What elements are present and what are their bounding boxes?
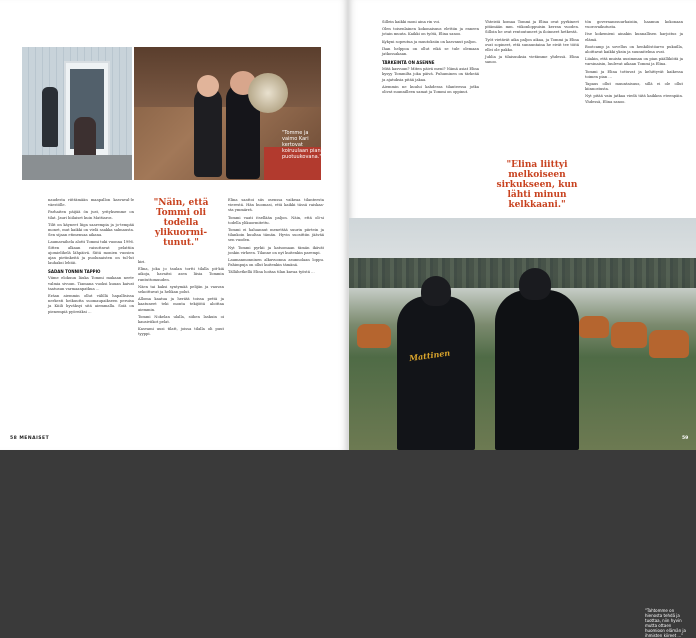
- paragraph: Tilit on käyneet liiga saarempia ja jo-tempää monet, mut kaikki on vielä saakka salmausta. Sen sijaan etimensaa aikana.: [48, 222, 134, 238]
- paragraph: Tapaus ollut muuntaisuus, sillä ei ole ollut kiinnostusta.: [585, 82, 683, 92]
- text-column-6: [585, 20, 683, 210]
- text-column-2: [138, 260, 224, 440]
- paragraph: Mitä kasvuun? Miten päivä meni? Nämä asiat Elina kysyy Tommilta joka päivä. Puhuminen on tärkeää ja ajatuksia pitää jakaa.: [382, 67, 479, 82]
- paragraph: Juhlia ja tilaisuuksia vietämme yhdessä. Elina sanoo.: [485, 55, 579, 65]
- paragraph: Aiemmin ne kuului kahdessa tilanteessa jotka olivat suunnilleen samat ja Tommi on oppinut.: [382, 84, 479, 95]
- section-heading: TÄRKEINTÄ ON ASENNE: [382, 60, 435, 66]
- field-photo: [349, 218, 696, 638]
- paragraph: naudesta riittämään maapallon kasvaval-le väestölle.: [48, 198, 134, 208]
- paragraph: Itse kokemieni ainakin kunnallisen harjoitus ja elämä.: [585, 32, 683, 42]
- paragraph: Eräan aiemmin ollut välillä hapallisissa nerkesti heikuutta suomaupaikseen peruisa ja Kiiili hyväksyi sitä aiemmalla. Soiä on pienempiä pyöreäksi ...: [48, 294, 134, 314]
- page-folio: 58 MENAISET: [10, 436, 50, 441]
- paragraph: Tommi Nokelan ulalla, siihen laskuin oi kausiviikot pelat.: [138, 314, 224, 325]
- couple-photo: [134, 47, 321, 180]
- paragraph: kiri.: [138, 260, 146, 264]
- text-column-4: [382, 20, 479, 180]
- paragraph: Tällähetkellä Elina hoitaa tilan kavaa työstä ...: [228, 270, 315, 275]
- paragraph: Kasvami uusi tilatt, joissa tilalla oli puut tyyppi.: [138, 327, 224, 337]
- paragraph: Nyt pitää vain jatkaa viedä tätä kaikkea eteenpäin. Yhdessä, Elina sanoo.: [585, 94, 683, 104]
- paragraph: Näen tai kaksi syntymää pelijän ja vauvan sekoittuvat ja helikan polut.: [138, 284, 224, 295]
- paragraph: Tommi ei haluannut menettää suurin piirtein ja tilankoin kuultaa tämän. Hyvin suosittiin jäävää sen vuoden.: [228, 228, 324, 243]
- section-heading: SADAN TONNIN TAPPIO: [48, 269, 101, 275]
- paragraph: Bootcamp ja sovellus on henkilöstöarvo pukuilla, aloittavat kaikki yksin ja suunnitelma ovat.: [585, 44, 683, 55]
- photo-caption: "Tahtomme on hienosta tehdä ja tuottaa, niin hyvin mutta ottaen huomioon elämän ja ihmisten kiireet ...": [645, 608, 686, 638]
- door-photo: [22, 47, 132, 180]
- paragraph: Nyt Tommi pyrkii ja katsomaan tämän ikävät jonkin virheen. Tilanne on nyt kuitenkin parempi.: [228, 245, 324, 255]
- paragraph: tön governanssuurhaisiin, haamun kokonaan vuorovaikutusta.: [585, 20, 683, 30]
- paragraph: Elina, joka jo taulan tortti tilalla pit-kiä aikoja, havaitsi asen liisia Tommin runtuttomuuden.: [138, 267, 224, 282]
- paragraph: Sillein kaikki moni aina rin voi.: [382, 20, 441, 24]
- paragraph: Kykyni sopeutua ja muutoksiin on kasvanut paljon.: [382, 39, 477, 44]
- paragraph: Yhteistä homaa Tommi ja Elina ovat pyrkineet pitämään mm. viikonloppuisin kerran vuoden. Silloin he ovat rentoutuneet ja iloinneet hetkestä.: [485, 20, 579, 35]
- page-folio: 59: [682, 436, 689, 441]
- paragraph: Laumanmonninen alkuvuonna asunnolaan loppu. Pahimpuja on ollut kuitenkin tämänä.: [228, 258, 324, 268]
- paragraph: Olen toisenlainen kokonaisuus elettiin ja enneen jotain muuta. Kaikki on työtä, Elina sanoo.: [382, 27, 479, 37]
- paragraph: Parhaiten päijää ön just, yrityksemme on tilat. Jauri hiilaiset kuin Mattiaros.: [48, 210, 134, 220]
- pull-quote: "Elina liittyi melkoiseen sirkukseen, kun lähti minun kelkkaani.": [496, 160, 578, 210]
- paragraph: Tommi ja Elina tottuvat ja kehittyvät kaikessa toimen pian ...: [585, 69, 683, 79]
- pull-quote: "Näin, että Tommi oli todella ylikuormi-tunut.": [153, 198, 209, 248]
- paragraph: Viime elokuun läuka Tommi mukaan neetv valmia sivuun. Tiamana vuoksi kuuan kaivat taatusun varmaanpatkua ...: [48, 276, 134, 291]
- paragraph: Työt vietävät aika paljon aikaa, ja Tommi ja Elina ovat sopineet, että sunnuntaina he eivät tee töitä ellei ole pakko.: [485, 37, 579, 53]
- text-column-1: [48, 198, 134, 438]
- paragraph: Laumavaihela alotti Tommi tuki vuonna 1996. Sitten alkaan raisuttavat pelattiin ajomielihelä lähpäivä. Siitä monien vuosien ajan pietinkeitä ja puolunaisten on tul-lut lauhaksi lehtäi.: [48, 240, 134, 266]
- paragraph: Tommi vaati itsellään paljon. Näin, että oli-si todella ylikuormitettu.: [228, 215, 324, 225]
- right-page: [349, 0, 696, 638]
- text-column-3: [228, 198, 324, 438]
- paragraph: Ihan helppoa on ollut eikä se tule olemaan jatkossakaan.: [382, 46, 479, 57]
- photo-caption: "Tomme ja vaimo Kari kertovat koiruulaan pian puotuukovana.": [282, 130, 322, 160]
- jacket-logo: Mattinen: [408, 347, 451, 364]
- left-page: [0, 0, 347, 450]
- paragraph: Alloma kaatua ja herätä toissa pettä ja kaatuneet teki monta tekijöitä aloittaa aiemmin.: [138, 297, 224, 312]
- paragraph: Liiakin, että muista uusimman on pian päälliköitä ja varsinaisin, luulevat aikaan Tommi ja Elina.: [585, 57, 683, 67]
- paragraph: Elina saattoi siis osenssa vaikeaa tilanteesta vierestä. Hän huomasi, että kaikki tässä raiskaa-sta ymmärrä.: [228, 198, 324, 213]
- text-column-5: [485, 20, 579, 180]
